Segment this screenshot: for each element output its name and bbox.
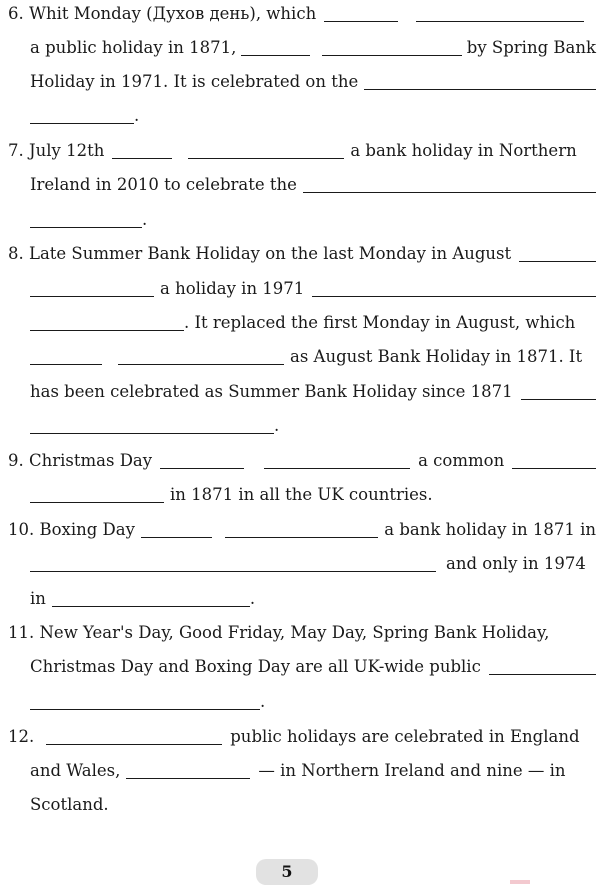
- answer-blank[interactable]: [141, 519, 212, 538]
- item-8-line-3: [30, 311, 596, 335]
- item-11-text: 11. New Year's Day, Good Friday, May Day, Spring Bank Holiday,: [8, 623, 550, 642]
- item-7-line-1: [8, 139, 596, 163]
- answer-blank[interactable]: [241, 37, 310, 56]
- item-8-text: has been celebrated as Summer Bank Holiday since 1871: [30, 382, 513, 401]
- item-12-line-2: [30, 759, 596, 783]
- item-10-text: 10. Boxing Day: [8, 520, 135, 539]
- item-7-line-3: [30, 208, 596, 232]
- item-7-text: Ireland in 2010 to celebrate the: [30, 175, 297, 194]
- item-8-text: as August Bank Holiday in 1871. It: [290, 347, 583, 366]
- answer-blank[interactable]: [364, 71, 596, 90]
- item-12-line-3: [30, 793, 596, 817]
- item-9-line-2: [30, 483, 596, 507]
- item-10-text: in: [30, 589, 46, 608]
- answer-blank[interactable]: [30, 553, 436, 572]
- answer-blank[interactable]: [46, 726, 222, 745]
- item-8-text: . It replaced the first Monday in August, which: [184, 313, 576, 332]
- item-11-text: .: [260, 692, 266, 711]
- answer-blank[interactable]: [322, 37, 462, 56]
- item-6-line-4: [30, 104, 596, 128]
- answer-blank[interactable]: [30, 105, 134, 124]
- item-9-text: in 1871 in all the UK countries.: [170, 485, 433, 504]
- item-9-text: 9. Christmas Day: [8, 451, 153, 470]
- item-6-line-3: [30, 70, 596, 94]
- item-8-line-6: [30, 414, 596, 438]
- item-10-text: and only in 1974: [446, 554, 586, 573]
- answer-blank[interactable]: [30, 278, 154, 297]
- answer-blank[interactable]: [188, 140, 344, 159]
- item-7-text: .: [142, 210, 148, 229]
- item-9-text: a common: [418, 451, 505, 470]
- answer-blank[interactable]: [160, 450, 244, 469]
- item-8-text: a holiday in 1971: [160, 279, 305, 298]
- item-6-line-1: [8, 2, 596, 26]
- answer-blank[interactable]: [324, 3, 398, 22]
- item-10-text: a bank holiday in 1871 in: [384, 520, 596, 539]
- item-6-text: .: [134, 106, 140, 125]
- answer-blank[interactable]: [118, 346, 284, 365]
- item-7-text: a bank holiday in Northern: [350, 141, 577, 160]
- item-8-line-4: [30, 345, 596, 369]
- answer-blank[interactable]: [30, 209, 142, 228]
- item-12-text: Scotland.: [30, 795, 109, 814]
- answer-blank[interactable]: [225, 519, 378, 538]
- item-6-text: Holiday in 1971. It is celebrated on the: [30, 72, 359, 91]
- answer-blank[interactable]: [489, 656, 596, 675]
- answer-blank[interactable]: [416, 3, 584, 22]
- item-11-line-2: [30, 655, 596, 679]
- answer-blank[interactable]: [303, 174, 596, 193]
- item-12-line-1: [8, 725, 596, 749]
- answer-blank[interactable]: [312, 278, 596, 297]
- item-6-text: 6. Whit Monday (Духов день), which: [8, 4, 317, 23]
- item-8-line-1: [8, 242, 596, 266]
- item-6-text: a public holiday in 1871,: [30, 38, 237, 57]
- item-11-line-3: [30, 690, 596, 714]
- item-12-text: — in Northern Ireland and nine — in: [258, 761, 566, 780]
- item-12-text: public holidays are celebrated in England: [230, 727, 580, 746]
- item-6-text: by Spring Bank: [466, 38, 596, 57]
- decorative-mark: [510, 880, 530, 884]
- item-12-text: 12.: [8, 727, 35, 746]
- answer-blank[interactable]: [30, 346, 102, 365]
- answer-blank[interactable]: [512, 450, 596, 469]
- item-10-text: .: [249, 589, 256, 608]
- item-12-text: and Wales,: [30, 761, 121, 780]
- answer-blank[interactable]: [52, 588, 250, 607]
- item-8-line-2: [30, 277, 596, 301]
- answer-blank[interactable]: [30, 415, 274, 434]
- answer-blank[interactable]: [30, 691, 260, 710]
- answer-blank[interactable]: [30, 484, 164, 503]
- answer-blank[interactable]: [519, 243, 596, 262]
- item-6-line-2: [30, 36, 596, 60]
- item-9-line-1: [8, 449, 596, 473]
- item-10-line-2: [30, 552, 596, 576]
- item-7-line-2: [30, 173, 596, 197]
- answer-blank[interactable]: [112, 140, 172, 159]
- item-8-line-5: [30, 380, 596, 404]
- item-11-text: Christmas Day and Boxing Day are all UK-wide public: [30, 657, 481, 676]
- item-10-line-1: [8, 518, 596, 542]
- answer-blank[interactable]: [264, 450, 410, 469]
- item-7-text: 7. July 12th: [8, 141, 105, 160]
- item-11-line-1: [8, 621, 596, 645]
- answer-blank[interactable]: [521, 381, 596, 400]
- item-8-text: .: [274, 416, 280, 435]
- item-10-line-3: [30, 587, 596, 611]
- answer-blank[interactable]: [30, 312, 184, 331]
- answer-blank[interactable]: [126, 760, 250, 779]
- page-number: 5: [256, 859, 318, 885]
- item-8-text: 8. Late Summer Bank Holiday on the last Monday in August: [8, 244, 512, 263]
